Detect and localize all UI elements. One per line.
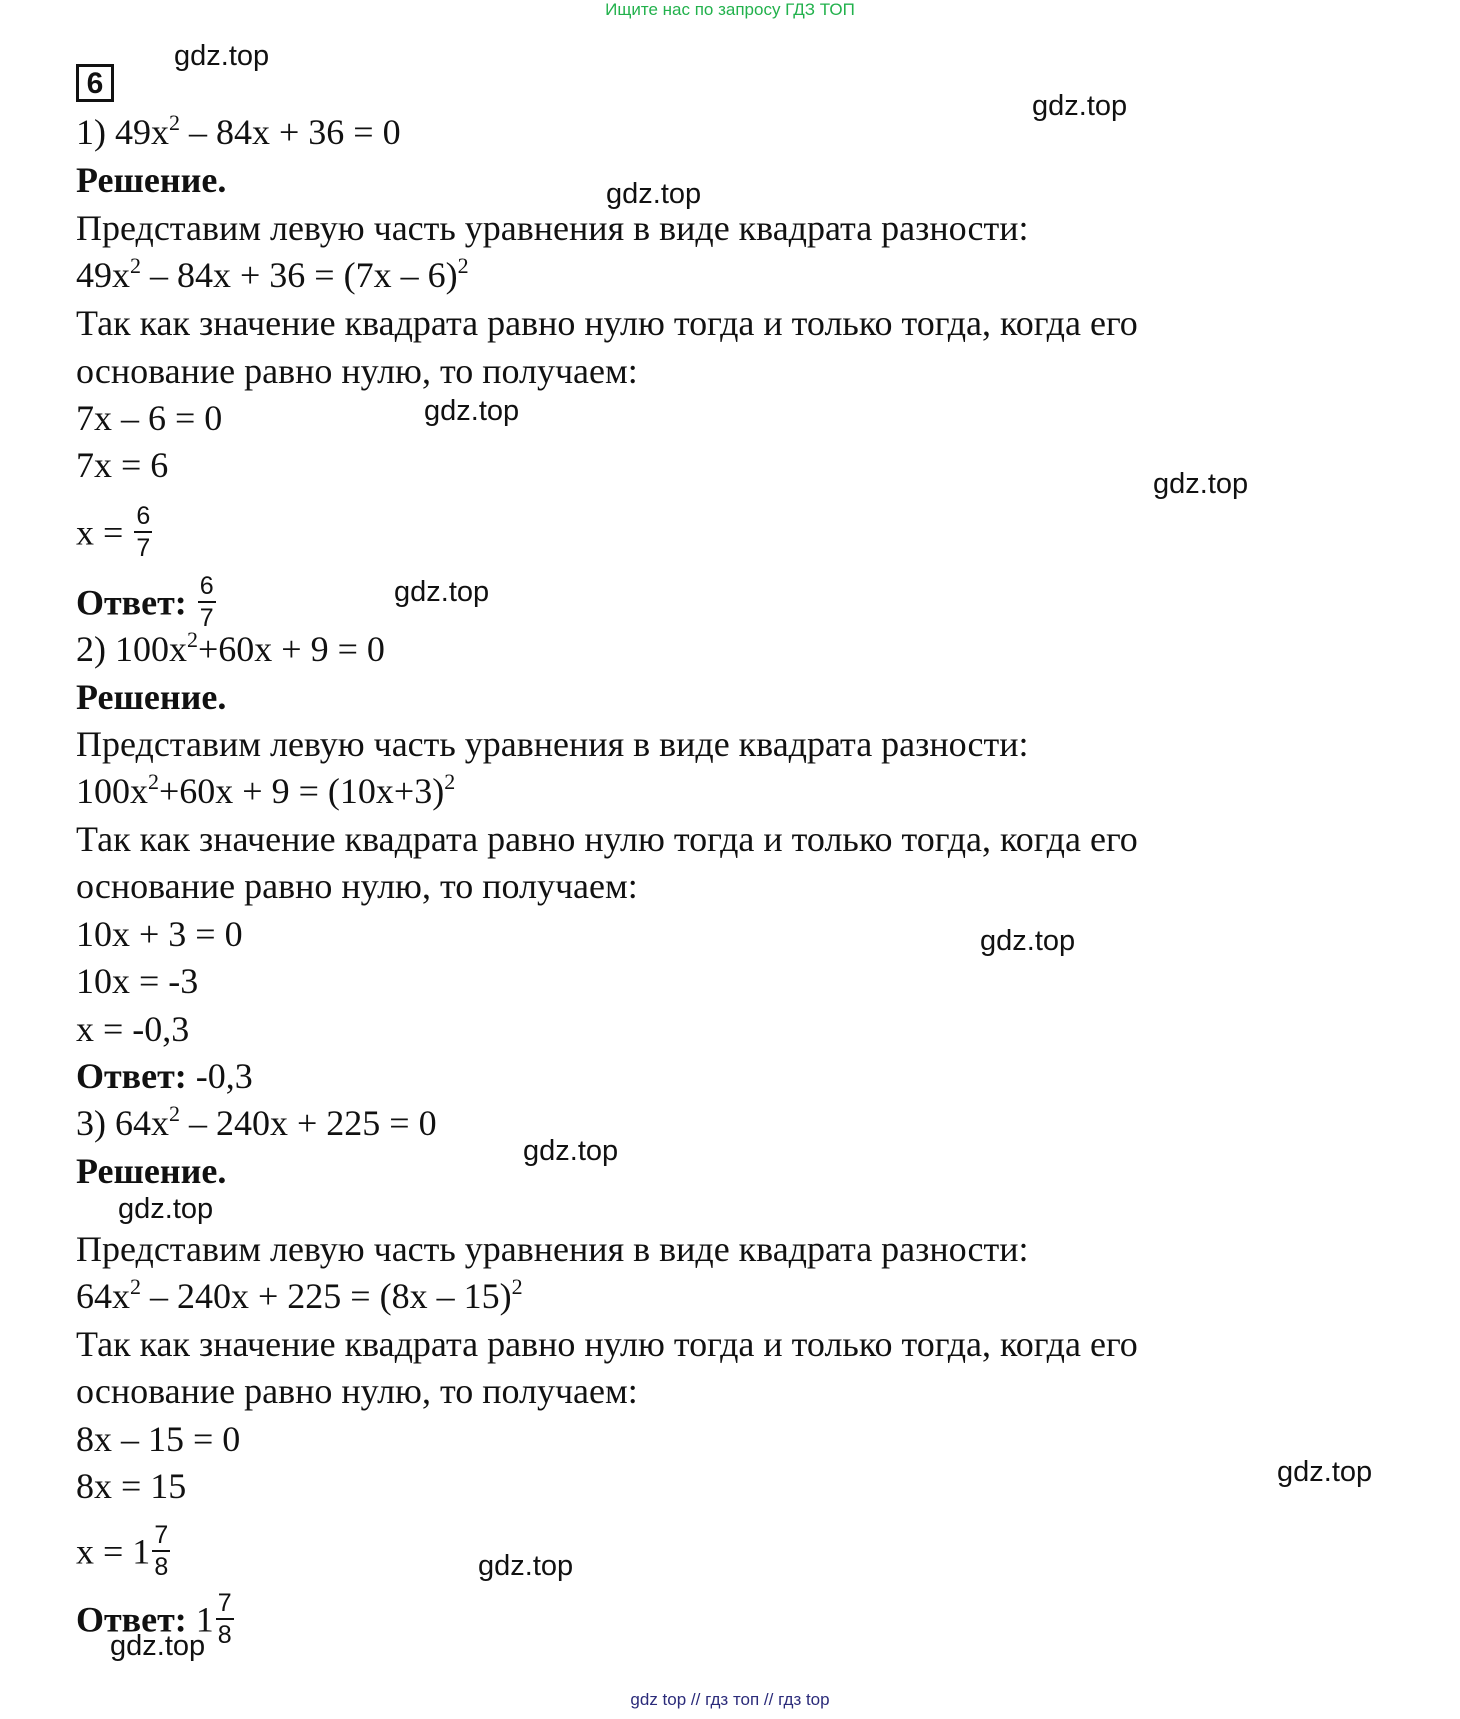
- identity-1: $49x^2 - 84x + 36 = (7x - 6)^2$: [76, 253, 469, 295]
- step-1a: 7x – 6 = 0: [76, 398, 223, 438]
- solution-label-1: Решение.: [76, 160, 227, 200]
- result-1: x = $\frac{6}{7}$: [76, 502, 151, 562]
- watermark: gdz.top: [1277, 1456, 1373, 1488]
- watermark: gdz.top: [980, 925, 1076, 957]
- watermark: gdz.top: [394, 576, 490, 608]
- watermark: gdz.top: [523, 1135, 619, 1167]
- step-1b: 7x = 6: [76, 445, 169, 485]
- answer-3: Ответ: 1 $\frac{7}{8}$: [76, 1589, 232, 1649]
- identity-2: $100x^2+60x + 9 = (10x+3)^2$: [76, 769, 456, 811]
- footer-links: gdz top // гдз топ // гдз top: [630, 1690, 830, 1709]
- watermark: gdz.top: [478, 1550, 574, 1582]
- identity-3: $64x^2 - 240x + 225 = (8x - 15)^2$: [76, 1274, 523, 1316]
- explain-3a: Так как значение квадрата равно нулю тогда и только тогда, когда его: [76, 1324, 1138, 1364]
- step-3b: 8x = 15: [76, 1466, 187, 1506]
- solution-label-2: Решение.: [76, 677, 227, 717]
- explain-3b: основание равно нулю, то получаем:: [76, 1371, 638, 1411]
- equation-1: 1) $49x^2 - 84x + 36 = 0$: [76, 110, 401, 152]
- step-3a: 8x – 15 = 0: [76, 1419, 241, 1459]
- result-1-fraction: $\frac{6}{7}$: [136, 502, 151, 562]
- watermark: gdz.top: [424, 395, 520, 427]
- explain-1b: основание равно нулю, то получаем:: [76, 351, 638, 391]
- step-2b: 10x = -3: [76, 961, 199, 1001]
- task-number-box: 6: [76, 64, 114, 102]
- answer-1: Ответ: $\frac{6}{7}$: [76, 572, 214, 632]
- watermark: gdz.top: [174, 40, 270, 72]
- equation-2: 2) $100x^2+60x + 9 = 0$: [76, 627, 385, 669]
- answer-2: Ответ: -0,3: [76, 1056, 253, 1096]
- result-2: x = -0,3: [76, 1009, 190, 1049]
- solution-label-3: Решение.: [76, 1151, 227, 1191]
- explain-2a: Так как значение квадрата равно нулю тогда и только тогда, когда его: [76, 819, 1138, 859]
- watermark: gdz.top: [1032, 90, 1128, 122]
- explain-1a: Так как значение квадрата равно нулю тогда и только тогда, когда его: [76, 303, 1138, 343]
- answer-1-fraction: $\frac{6}{7}$: [199, 572, 214, 632]
- watermark: gdz.top: [110, 1630, 206, 1662]
- explain-2b: основание равно нулю, то получаем:: [76, 866, 638, 906]
- step-2a: 10x + 3 = 0: [76, 914, 243, 954]
- answer-3-fraction: $\frac{7}{8}$: [217, 1589, 232, 1649]
- watermark: gdz.top: [118, 1193, 214, 1225]
- intro-2: Представим левую часть уравнения в виде квадрата разности:: [76, 724, 1029, 764]
- result-3: x = 1 $\frac{7}{8}$: [76, 1521, 169, 1581]
- watermark: gdz.top: [1153, 468, 1249, 500]
- top-banner: Ищите нас по запросу ГДЗ ТОП: [605, 0, 855, 19]
- watermark: gdz.top: [606, 178, 702, 210]
- result-3-fraction: $\frac{7}{8}$: [154, 1521, 169, 1581]
- intro-3: Представим левую часть уравнения в виде квадрата разности:: [76, 1229, 1029, 1269]
- equation-3: 3) $64x^2 - 240x + 225 = 0$: [76, 1101, 437, 1143]
- intro-1: Представим левую часть уравнения в виде квадрата разности:: [76, 208, 1029, 248]
